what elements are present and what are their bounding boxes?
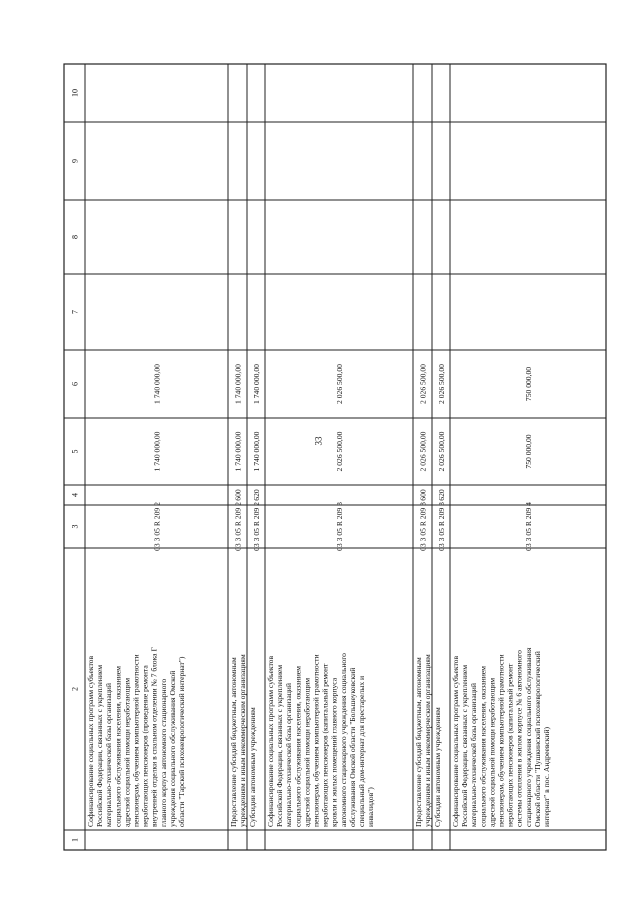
amount-col5: 1 740 000,00 — [252, 431, 261, 472]
row-description-line: обслуживания Омской области "Большеуковский — [347, 667, 357, 827]
row-description-line: внутренней отделки в спальном отделении № 7 блока Г — [149, 647, 159, 827]
budget-code: 03 3 05 R 209 3 — [418, 502, 428, 551]
column-header-2: 2 — [70, 687, 80, 691]
row-description-line: адресной социальной помощи неработающим — [122, 677, 132, 827]
row-description-line: материально-технической базы организаций — [284, 683, 294, 827]
column-header-3: 3 — [70, 524, 80, 529]
amount-col6: 750 000,00 — [524, 366, 533, 402]
page-number: 33 — [313, 436, 324, 446]
row-description-line: учреждения социального обслуживания Омской — [167, 670, 177, 827]
row-description-line: материально-технической базы организаций — [469, 683, 479, 827]
row-description-line: пенсионерам, обучением компьютерной грамотности — [131, 654, 141, 827]
row-description-line: Софинансирование социальных программ субъектов — [86, 655, 95, 827]
row-description-line: стационарного учреждения социального обслуживания — [523, 647, 533, 827]
column-header-5: 5 — [70, 449, 80, 454]
expense-type: 600 — [418, 489, 428, 501]
row-description-line: Омской области "Пушкинский психоневрологический — [532, 651, 542, 827]
amount-col6: 1 740 000,00 — [152, 364, 162, 404]
row-description-line: адресной социальной помощи неработающим — [487, 677, 497, 827]
row-description-line: Субсидии автономным учреждениям — [433, 707, 442, 827]
column-header-9: 9 — [70, 159, 80, 163]
row-description-line: Российской Федерации, связанных с укреплением — [275, 664, 285, 827]
amount-col5: 750 000,00 — [524, 434, 533, 469]
budget-code: 03 3 05 R 209 2 — [152, 502, 162, 551]
amount-col6: 1 740 000,00 — [233, 364, 243, 404]
column-header-6: 6 — [70, 382, 80, 386]
row-description-line: социального обслуживания населения, оказанием — [293, 666, 303, 827]
amount-col5: 2 026 500,00 — [437, 431, 446, 472]
column-header-7: 7 — [70, 310, 80, 314]
row-description-line: Софинансирование социальных программ субъектов — [451, 655, 460, 827]
row-description-line: Софинансирование социальных программ субъектов — [266, 655, 275, 827]
row-description-line: адресной социальной помощи неработающим — [302, 677, 312, 827]
row-description-line: неработающих пенсионеров (проведение ремонта — [140, 665, 150, 827]
amount-col5: 2 026 500,00 — [418, 431, 428, 472]
row-description-line: Субсидии автономным учреждениям — [248, 707, 257, 827]
row-description-line: Предоставление субсидий бюджетным, автономным — [414, 657, 423, 827]
row-description-line: неработающих пенсионеров (капитальный ремонт — [505, 663, 515, 827]
amount-col6: 2 026 500,00 — [437, 364, 446, 404]
row-description-line: интернат" в пос. Андреевский) — [542, 726, 551, 827]
amount-col5: 2 026 500,00 — [335, 431, 344, 472]
row-description-line: социального обслуживания населения, оказанием — [113, 666, 123, 827]
row-description-line: материально-технической базы организаций — [104, 683, 114, 827]
row-description-line: пенсионерам, обучением компьютерной грамотности — [496, 654, 506, 827]
amount-col6: 1 740 000,00 — [252, 364, 261, 404]
column-header-10: 10 — [70, 89, 80, 97]
column-header-8: 8 — [70, 235, 80, 239]
column-header-4: 4 — [70, 493, 80, 497]
row-description-line: пенсионерам, обучением компьютерной грамотности — [311, 654, 321, 827]
row-description-line: автономного стационарного учреждения социального — [338, 653, 348, 827]
row-description-line: системы отопления в жилом корпусе № 6 автономного — [514, 650, 524, 827]
amount-col6: 2 026 500,00 — [335, 364, 344, 404]
budget-code: 03 3 05 R 209 4 — [524, 502, 533, 551]
row-description-line: Российской Федерации, связанных с укреплением — [460, 664, 470, 827]
row-description-line: учреждениям и иным некоммерческим организациям — [423, 654, 433, 827]
budget-code: 03 3 05 R 209 3 — [437, 502, 446, 551]
amount-col5: 1 740 000,00 — [233, 431, 243, 472]
budget-code: 03 3 05 R 209 2 — [233, 502, 243, 551]
row-description-line: главного корпуса автономного стационарного — [158, 678, 168, 827]
row-description-line: Предоставление субсидий бюджетным, автономным — [229, 657, 238, 827]
expense-type: 620 — [437, 489, 446, 501]
row-description-line: учреждениям и иным некоммерческим организациям — [238, 654, 248, 827]
row-description-line: кровли и жилых помещений главного корпуса — [329, 677, 339, 827]
row-description-line: специальный дом-интернат для престарелых и — [357, 675, 366, 827]
amount-col6: 2 026 500,00 — [418, 364, 428, 404]
row-description-line: социального обслуживания населения, оказанием — [478, 666, 488, 827]
row-description-line: Российской Федерации, связанных с укреплением — [95, 664, 105, 827]
column-header-1: 1 — [70, 838, 80, 842]
expense-type: 620 — [252, 489, 261, 501]
row-description-line: области "Тарский психоневрологический интернат") — [177, 656, 186, 827]
budget-code: 03 3 05 R 209 2 — [252, 502, 261, 551]
budget-code: 03 3 05 R 209 3 — [335, 502, 344, 551]
expense-type: 600 — [233, 489, 243, 501]
amount-col5: 1 740 000,00 — [152, 431, 162, 472]
row-description-line: неработающих пенсионеров (капитальный ремонт — [320, 663, 330, 827]
row-description-line: инвалидов") — [366, 787, 376, 827]
